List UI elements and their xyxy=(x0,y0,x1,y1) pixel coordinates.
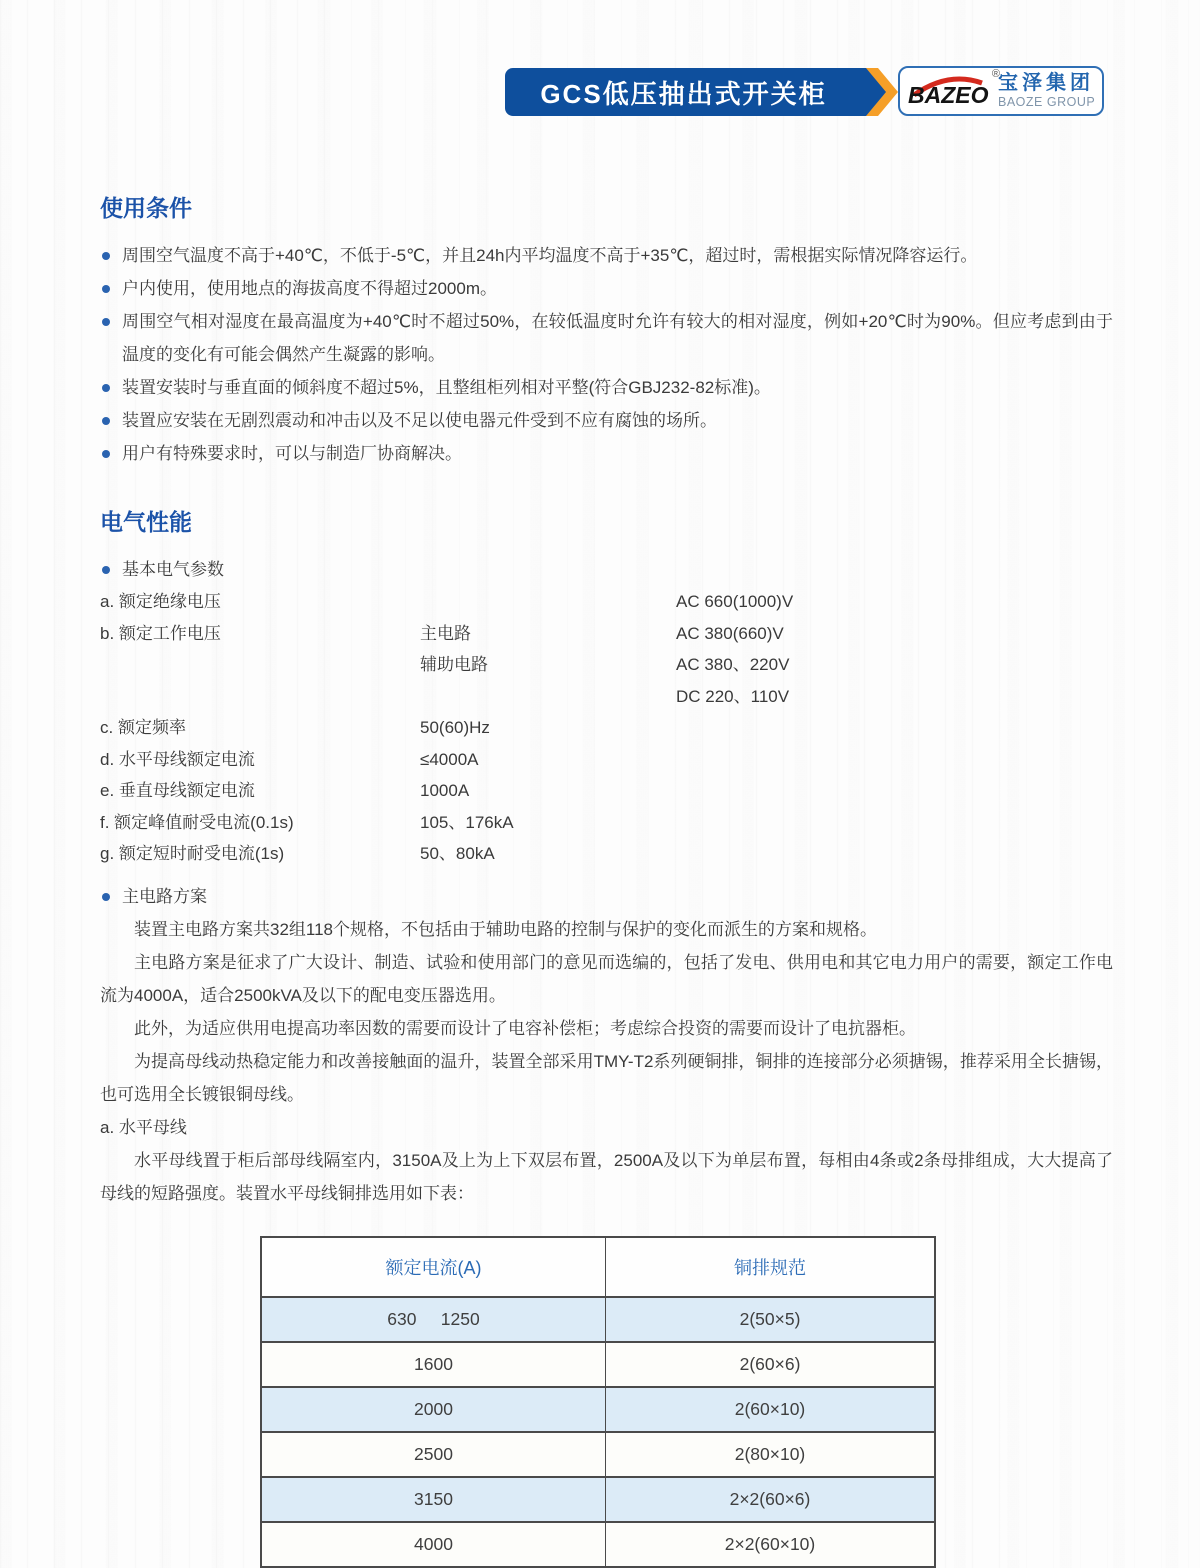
page-content xyxy=(100,190,1113,1568)
usage-bullet-list xyxy=(100,239,1113,470)
param-row xyxy=(100,649,1113,681)
param-row xyxy=(100,838,1113,870)
cell-rated-current: 1600 xyxy=(261,1342,606,1387)
table-header-row xyxy=(261,1237,935,1297)
cell-rated-current: 3150 xyxy=(261,1477,606,1522)
company-logo xyxy=(898,66,1104,116)
table-row xyxy=(261,1522,935,1567)
scheme-paragraph: 装置主电路方案共32组118个规格，不包括由于辅助电路的控制与保护的变化而派生的方案和规格。 xyxy=(134,919,878,939)
list-item xyxy=(100,305,1113,371)
param-row xyxy=(100,807,1113,839)
param-label: e. 垂直母线额定电流 xyxy=(100,781,255,800)
bullet-icon xyxy=(102,252,110,260)
usage-bullet-text: 周围空气温度不高于+40℃，不低于-5℃，并且24h内平均温度不高于+35℃，超过时，需根据实际情况降容运行。 xyxy=(122,246,978,265)
brand-mark-text: BAZEO xyxy=(908,82,989,108)
cell-busbar-spec: 2×2(60×6) xyxy=(606,1477,936,1522)
param-sub-label: 50(60)Hz xyxy=(420,718,490,737)
bullet-icon xyxy=(102,285,110,293)
horizontal-busbar-paragraph: 水平母线置于柜后部母线隔室内，3150A及上为上下双层布置，2500A及以下为单层布置，每相由4条或2条母排组成，大大提高了母线的短路强度。装置水平母线铜排选用如下表： xyxy=(100,1150,1113,1203)
basic-params-bullet xyxy=(100,553,1113,586)
param-sub-label: 主电路 xyxy=(420,623,471,643)
param-sub-label: 105、176kA xyxy=(420,812,514,832)
table-header xyxy=(261,1237,935,1297)
company-name-block xyxy=(998,73,1095,109)
company-name-cn: 宝泽集团 xyxy=(998,72,1094,95)
cell-rated-current: 630 1250 xyxy=(261,1297,606,1342)
brand-swoosh-icon xyxy=(906,70,992,112)
param-row xyxy=(100,586,1113,618)
list-item xyxy=(100,404,1113,437)
cell-busbar-spec: 2(60×6) xyxy=(606,1342,936,1387)
param-label: f. 额定峰值耐受电流(0.1s) xyxy=(100,812,294,832)
usage-bullet-text: 用户有特殊要求时，可以与制造厂协商解决。 xyxy=(122,444,462,463)
page-title: GCS低压抽出式开关柜 xyxy=(540,78,827,109)
scheme-paragraph: 为提高母线动热稳定能力和改善接触面的温升，装置全部采用TMY-T2系列硬铜排，铜排的连接部分必须搪锡，推荐采用全长搪锡，也可选用全长镀银铜母线。 xyxy=(100,1051,1113,1104)
param-row xyxy=(100,681,1113,713)
param-sub-label: 1000A xyxy=(420,781,470,800)
table-row xyxy=(261,1432,935,1477)
param-label: b. 额定工作电压 xyxy=(100,623,221,643)
usage-bullet-text: 装置安装时与垂直面的倾斜度不超过5%，且整组柜列相对平整(符合GBJ232-82标准)。 xyxy=(122,378,771,397)
list-item xyxy=(100,437,1113,470)
param-value xyxy=(676,744,1113,776)
brand-logotype xyxy=(906,68,1000,112)
param-label xyxy=(100,681,420,713)
cell-busbar-spec: 2(80×10) xyxy=(606,1432,936,1477)
param-sub-label: 辅助电路 xyxy=(420,655,488,674)
table-row xyxy=(261,1477,935,1522)
section-title-usage-conditions: 使用条件 xyxy=(100,195,192,221)
bullet-icon xyxy=(102,450,110,458)
title-banner xyxy=(505,68,862,116)
registered-trademark-icon: ® xyxy=(991,68,1000,80)
param-sub-label: 50、80kA xyxy=(420,844,495,863)
param-value xyxy=(676,775,1113,807)
main-circuit-scheme-label: 主电路方案 xyxy=(122,886,207,906)
cell-rated-current: 2500 xyxy=(261,1432,606,1477)
param-label: a. 额定绝缘电压 xyxy=(100,592,221,611)
param-sub-label: ≤4000A xyxy=(420,749,479,769)
param-label: d. 水平母线额定电流 xyxy=(100,749,255,769)
param-label: c. 额定频率 xyxy=(100,718,186,737)
bullet-icon xyxy=(102,384,110,392)
cell-rated-current: 2000 xyxy=(261,1387,606,1432)
scheme-paragraph: 主电路方案是征求了广大设计、制造、试验和使用部门的意见而选编的，包括了发电、供用电和其它电力用户的需要，额定工作电流为4000A，适合2500kVA及以下的配电变压器选用。 xyxy=(100,952,1113,1005)
cell-busbar-spec: 2(60×10) xyxy=(606,1387,936,1432)
param-value: AC 380、220V xyxy=(676,655,790,674)
bullet-icon xyxy=(102,318,110,326)
banner-arrow-icon xyxy=(858,68,902,116)
scheme-paragraph: 此外，为适应供用电提高功率因数的需要而设计了电容补偿柜；考虑综合投资的需要而设计了电抗器柜。 xyxy=(134,1018,916,1038)
usage-bullet-text: 户内使用，使用地点的海拔高度不得超过2000m。 xyxy=(122,279,497,298)
main-circuit-scheme-bullet xyxy=(100,880,1113,913)
param-value xyxy=(676,807,1113,839)
usage-bullet-text: 装置应安装在无剧烈震动和冲击以及不足以使电器元件受到不应有腐蚀的场所。 xyxy=(122,411,717,430)
bullet-icon xyxy=(102,893,110,901)
company-name-en: BAOZE GROUP xyxy=(998,95,1096,110)
cell-rated-current: 4000 xyxy=(261,1522,606,1567)
param-value: AC 380(660)V xyxy=(676,623,784,643)
param-row xyxy=(100,744,1113,776)
usage-bullet-text: 周围空气相对湿度在最高温度为+40℃时不超过50%，在较低温度时允许有较大的相对湿度，例如+20℃时为90%。但应考虑到由于温度的变化有可能会偶然产生凝露的影响。 xyxy=(122,312,1113,364)
table-row xyxy=(261,1342,935,1387)
column-header-busbar-spec: 铜排规范 xyxy=(606,1237,936,1297)
cell-busbar-spec: 2×2(60×10) xyxy=(606,1522,936,1567)
param-value: DC 220、110V xyxy=(676,686,790,706)
bullet-icon xyxy=(102,417,110,425)
param-row xyxy=(100,775,1113,807)
list-item xyxy=(100,272,1113,305)
param-row xyxy=(100,618,1113,650)
table-row xyxy=(261,1387,935,1432)
section-title-electrical-performance: 电气性能 xyxy=(100,509,192,535)
table-row xyxy=(261,1297,935,1342)
horizontal-busbar-label: a. 水平母线 xyxy=(100,1117,187,1137)
cell-busbar-spec: 2(50×5) xyxy=(606,1297,936,1342)
page-header xyxy=(0,0,1200,150)
list-item xyxy=(100,371,1113,404)
param-value xyxy=(676,838,1113,870)
param-value xyxy=(676,712,1113,744)
electrical-params-list xyxy=(100,586,1113,870)
table-body xyxy=(261,1297,935,1567)
param-row xyxy=(100,712,1113,744)
bullet-icon xyxy=(102,566,110,574)
param-sub-label xyxy=(420,586,676,618)
param-label xyxy=(100,649,420,681)
busbar-spec-table xyxy=(260,1236,936,1568)
param-label: g. 额定短时耐受电流(1s) xyxy=(100,844,285,863)
list-item xyxy=(100,239,1113,272)
column-header-rated-current: 额定电流(A) xyxy=(261,1237,606,1297)
basic-params-label: 基本电气参数 xyxy=(122,560,224,579)
param-sub-label xyxy=(420,681,676,713)
param-value: AC 660(1000)V xyxy=(676,592,794,611)
